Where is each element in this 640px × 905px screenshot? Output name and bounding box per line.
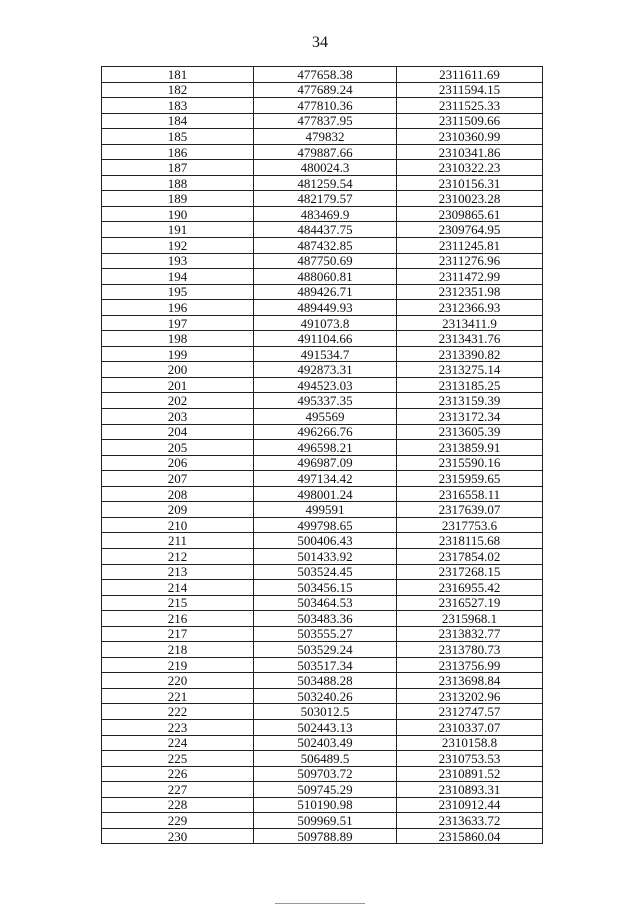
x-coordinate-cell: 489449.93 [254,300,397,316]
point-number-cell: 204 [102,424,254,440]
x-coordinate-cell: 500406.43 [254,533,397,549]
x-coordinate-cell: 499591 [254,502,397,518]
table-row [102,222,543,238]
point-number-cell: 203 [102,409,254,425]
y-coordinate-cell: 2317854.02 [397,548,543,564]
x-coordinate-cell: 503456.15 [254,580,397,596]
x-coordinate-cell: 509745.29 [254,782,397,798]
table-row [102,782,543,798]
y-coordinate-cell: 2313756.99 [397,657,543,673]
point-number-cell: 228 [102,797,254,813]
footer-divider [275,903,365,904]
x-coordinate-cell: 491534.7 [254,346,397,362]
y-coordinate-cell: 2311276.96 [397,253,543,269]
table-row [102,440,543,456]
x-coordinate-cell: 503524.45 [254,564,397,580]
point-number-cell: 221 [102,688,254,704]
point-number-cell: 227 [102,782,254,798]
y-coordinate-cell: 2313172.34 [397,409,543,425]
y-coordinate-cell: 2311509.66 [397,113,543,129]
x-coordinate-cell: 487432.85 [254,238,397,254]
y-coordinate-cell: 2310156.31 [397,175,543,191]
point-number-cell: 189 [102,191,254,207]
y-coordinate-cell: 2310360.99 [397,129,543,145]
y-coordinate-cell: 2315968.1 [397,611,543,627]
point-number-cell: 210 [102,517,254,533]
point-number-cell: 229 [102,813,254,829]
x-coordinate-cell: 502403.49 [254,735,397,751]
x-coordinate-cell: 484437.75 [254,222,397,238]
y-coordinate-cell: 2309865.61 [397,206,543,222]
table-row [102,160,543,176]
table-row [102,67,543,83]
table-row [102,362,543,378]
x-coordinate-cell: 491104.66 [254,331,397,347]
table-row [102,766,543,782]
y-coordinate-cell: 2317753.6 [397,517,543,533]
y-coordinate-cell: 2311525.33 [397,98,543,114]
table-row [102,564,543,580]
table-row [102,393,543,409]
point-number-cell: 186 [102,144,254,160]
table-row [102,191,543,207]
point-number-cell: 214 [102,580,254,596]
point-number-cell: 211 [102,533,254,549]
table-row [102,144,543,160]
y-coordinate-cell: 2310158.8 [397,735,543,751]
y-coordinate-cell: 2313605.39 [397,424,543,440]
y-coordinate-cell: 2311594.15 [397,82,543,98]
point-number-cell: 208 [102,486,254,502]
x-coordinate-cell: 481259.54 [254,175,397,191]
table-row [102,735,543,751]
x-coordinate-cell: 477810.36 [254,98,397,114]
x-coordinate-cell: 479887.66 [254,144,397,160]
x-coordinate-cell: 482179.57 [254,191,397,207]
table-row [102,704,543,720]
x-coordinate-cell: 501433.92 [254,548,397,564]
x-coordinate-cell: 483469.9 [254,206,397,222]
y-coordinate-cell: 2313832.77 [397,626,543,642]
table-row [102,626,543,642]
x-coordinate-cell: 503488.28 [254,673,397,689]
point-number-cell: 224 [102,735,254,751]
point-number-cell: 213 [102,564,254,580]
table-row [102,346,543,362]
point-number-cell: 218 [102,642,254,658]
x-coordinate-cell: 503555.27 [254,626,397,642]
coordinates-table-body [102,67,543,844]
table-row [102,797,543,813]
x-coordinate-cell: 503012.5 [254,704,397,720]
table-row [102,175,543,191]
point-number-cell: 220 [102,673,254,689]
point-number-cell: 199 [102,346,254,362]
point-number-cell: 192 [102,238,254,254]
y-coordinate-cell: 2315590.16 [397,455,543,471]
table-row [102,331,543,347]
x-coordinate-cell: 492873.31 [254,362,397,378]
x-coordinate-cell: 477689.24 [254,82,397,98]
point-number-cell: 182 [102,82,254,98]
point-number-cell: 198 [102,331,254,347]
table-row [102,595,543,611]
y-coordinate-cell: 2312366.93 [397,300,543,316]
point-number-cell: 219 [102,657,254,673]
point-number-cell: 225 [102,751,254,767]
point-number-cell: 205 [102,440,254,456]
y-coordinate-cell: 2316955.42 [397,580,543,596]
point-number-cell: 209 [102,502,254,518]
table-row [102,98,543,114]
y-coordinate-cell: 2317268.15 [397,564,543,580]
y-coordinate-cell: 2313390.82 [397,346,543,362]
y-coordinate-cell: 2310891.52 [397,766,543,782]
y-coordinate-cell: 2316527.19 [397,595,543,611]
point-number-cell: 183 [102,98,254,114]
table-row [102,517,543,533]
y-coordinate-cell: 2310337.07 [397,719,543,735]
y-coordinate-cell: 2318115.68 [397,533,543,549]
coordinates-table [101,66,543,844]
table-row [102,688,543,704]
point-number-cell: 212 [102,548,254,564]
point-number-cell: 184 [102,113,254,129]
table-row [102,642,543,658]
y-coordinate-cell: 2310341.86 [397,144,543,160]
point-number-cell: 201 [102,377,254,393]
table-row [102,82,543,98]
x-coordinate-cell: 495337.35 [254,393,397,409]
point-number-cell: 200 [102,362,254,378]
point-number-cell: 222 [102,704,254,720]
table-row [102,409,543,425]
x-coordinate-cell: 510190.98 [254,797,397,813]
x-coordinate-cell: 497134.42 [254,471,397,487]
x-coordinate-cell: 487750.69 [254,253,397,269]
point-number-cell: 185 [102,129,254,145]
y-coordinate-cell: 2311611.69 [397,67,543,83]
y-coordinate-cell: 2310912.44 [397,797,543,813]
table-row [102,471,543,487]
x-coordinate-cell: 509703.72 [254,766,397,782]
point-number-cell: 194 [102,269,254,285]
y-coordinate-cell: 2313633.72 [397,813,543,829]
x-coordinate-cell: 502443.13 [254,719,397,735]
point-number-cell: 181 [102,67,254,83]
point-number-cell: 187 [102,160,254,176]
x-coordinate-cell: 496266.76 [254,424,397,440]
point-number-cell: 190 [102,206,254,222]
point-number-cell: 206 [102,455,254,471]
x-coordinate-cell: 477837.95 [254,113,397,129]
table-row [102,657,543,673]
point-number-cell: 191 [102,222,254,238]
table-row [102,238,543,254]
point-number-cell: 216 [102,611,254,627]
table-row [102,813,543,829]
table-row [102,828,543,844]
point-number-cell: 207 [102,471,254,487]
x-coordinate-cell: 479832 [254,129,397,145]
y-coordinate-cell: 2313202.96 [397,688,543,704]
point-number-cell: 197 [102,315,254,331]
x-coordinate-cell: 509969.51 [254,813,397,829]
x-coordinate-cell: 477658.38 [254,67,397,83]
x-coordinate-cell: 488060.81 [254,269,397,285]
x-coordinate-cell: 503517.34 [254,657,397,673]
table-row [102,548,543,564]
x-coordinate-cell: 503240.26 [254,688,397,704]
x-coordinate-cell: 498001.24 [254,486,397,502]
point-number-cell: 223 [102,719,254,735]
table-row [102,751,543,767]
y-coordinate-cell: 2315860.04 [397,828,543,844]
x-coordinate-cell: 499798.65 [254,517,397,533]
x-coordinate-cell: 509788.89 [254,828,397,844]
table-row [102,253,543,269]
y-coordinate-cell: 2310023.28 [397,191,543,207]
x-coordinate-cell: 491073.8 [254,315,397,331]
y-coordinate-cell: 2310753.53 [397,751,543,767]
y-coordinate-cell: 2313275.14 [397,362,543,378]
point-number-cell: 196 [102,300,254,316]
table-row [102,300,543,316]
x-coordinate-cell: 494523.03 [254,377,397,393]
y-coordinate-cell: 2313780.73 [397,642,543,658]
table-row [102,502,543,518]
point-number-cell: 226 [102,766,254,782]
y-coordinate-cell: 2313859.91 [397,440,543,456]
y-coordinate-cell: 2311245.81 [397,238,543,254]
x-coordinate-cell: 495569 [254,409,397,425]
y-coordinate-cell: 2317639.07 [397,502,543,518]
y-coordinate-cell: 2315959.65 [397,471,543,487]
point-number-cell: 188 [102,175,254,191]
x-coordinate-cell: 506489.5 [254,751,397,767]
point-number-cell: 193 [102,253,254,269]
y-coordinate-cell: 2312747.57 [397,704,543,720]
coordinates-table-wrapper [101,66,542,844]
table-row [102,284,543,300]
table-row [102,719,543,735]
y-coordinate-cell: 2312351.98 [397,284,543,300]
y-coordinate-cell: 2313411.9 [397,315,543,331]
table-row [102,377,543,393]
table-row [102,206,543,222]
y-coordinate-cell: 2313698.84 [397,673,543,689]
table-row [102,673,543,689]
x-coordinate-cell: 503483.36 [254,611,397,627]
x-coordinate-cell: 503464.53 [254,595,397,611]
y-coordinate-cell: 2313159.39 [397,393,543,409]
y-coordinate-cell: 2310322.23 [397,160,543,176]
y-coordinate-cell: 2313185.25 [397,377,543,393]
table-row [102,113,543,129]
y-coordinate-cell: 2311472.99 [397,269,543,285]
point-number-cell: 202 [102,393,254,409]
x-coordinate-cell: 496598.21 [254,440,397,456]
table-row [102,455,543,471]
point-number-cell: 215 [102,595,254,611]
y-coordinate-cell: 2313431.76 [397,331,543,347]
y-coordinate-cell: 2316558.11 [397,486,543,502]
y-coordinate-cell: 2310893.31 [397,782,543,798]
table-row [102,315,543,331]
page-number: 34 [312,34,328,51]
table-row [102,580,543,596]
x-coordinate-cell: 489426.71 [254,284,397,300]
table-row [102,533,543,549]
table-row [102,424,543,440]
table-row [102,269,543,285]
x-coordinate-cell: 503529.24 [254,642,397,658]
x-coordinate-cell: 496987.09 [254,455,397,471]
table-row [102,129,543,145]
x-coordinate-cell: 480024.3 [254,160,397,176]
point-number-cell: 195 [102,284,254,300]
point-number-cell: 230 [102,828,254,844]
table-row [102,611,543,627]
y-coordinate-cell: 2309764.95 [397,222,543,238]
point-number-cell: 217 [102,626,254,642]
table-row [102,486,543,502]
